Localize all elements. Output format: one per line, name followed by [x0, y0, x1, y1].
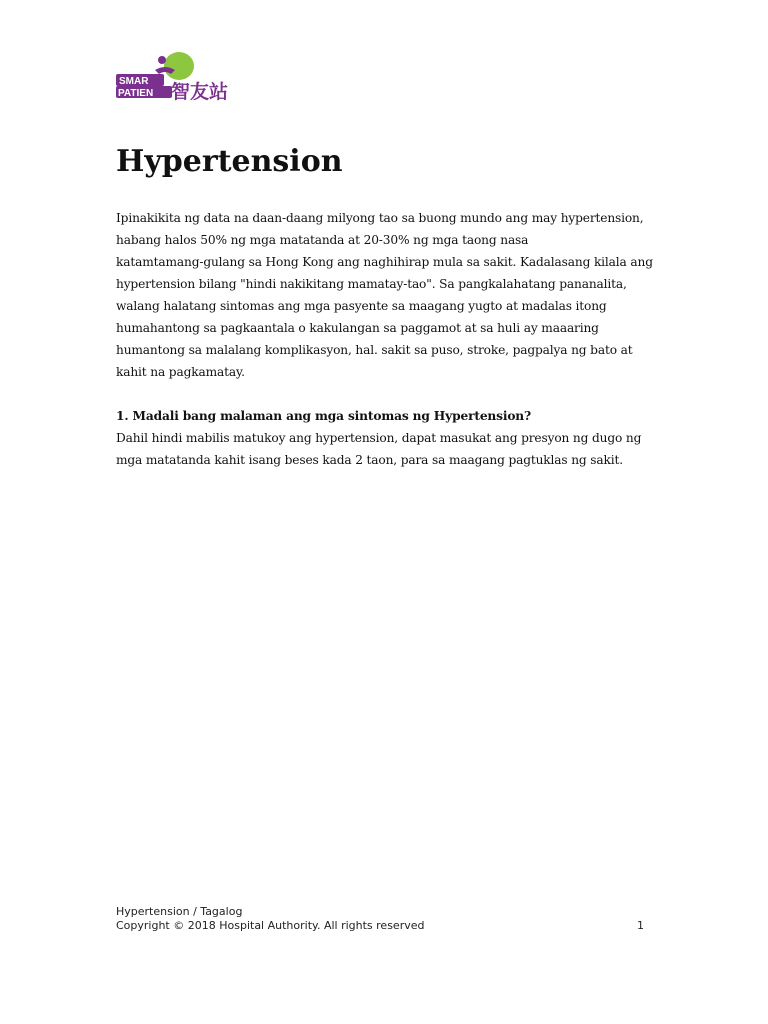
- answer-line: Dahil hindi mabilis matukoy ang hypertension, dapat masukat ang presyon ng dugo ng: [116, 431, 642, 445]
- answer-line: mga matatanda kahit isang beses kada 2 taon, para sa maagang pagtuklas ng sakit.: [116, 453, 623, 467]
- intro-line: Ipinakikita ng data na daan-daang milyong tao sa buong mundo ang may hypertension,: [116, 211, 644, 225]
- intro-line: humahantong sa pagkaantala o kakulangan sa paggamot at sa huli ay maaaring: [116, 321, 599, 335]
- footer-row: [116, 919, 644, 933]
- footer-doc-label: Hypertension / Tagalog: [116, 905, 243, 918]
- page-number: 1: [637, 919, 644, 932]
- question-heading: 1. Madali bang malaman ang mga sintomas ng Hypertension?: [116, 409, 532, 423]
- logo-graphic: [115, 48, 237, 104]
- logo-text-en-top: SMAR: [119, 76, 149, 87]
- logo-green-blob: [164, 52, 194, 80]
- intro-line: kahit na pagkamatay.: [116, 365, 245, 379]
- paragraph-spacer: [116, 383, 656, 405]
- logo-figure-head: [158, 56, 166, 64]
- intro-line: katamtamang-gulang sa Hong Kong ang naghihirap mula sa sakit. Kadalasang kilala ang: [116, 255, 653, 269]
- smart-patient-logo: [115, 48, 237, 104]
- intro-line: hypertension bilang "hindi nakikitang mamatay-tao". Sa pangkalahatang pananalita,: [116, 277, 627, 291]
- page-title: Hypertension: [116, 144, 343, 179]
- intro-line: walang halatang sintomas ang mga pasyente sa maagang yugto at madalas itong: [116, 299, 607, 313]
- page-footer: [116, 905, 644, 933]
- logo-text-zh: 智友站: [171, 81, 229, 103]
- logo-text-en-bottom: PATIEN: [118, 88, 154, 99]
- intro-line: habang halos 50% ng mga matatanda at 20-30% ng mga taong nasa: [116, 233, 529, 247]
- intro-line: humantong sa malalang komplikasyon, hal. sakit sa puso, stroke, pagpalya ng bato at: [116, 343, 633, 357]
- document-body: [116, 207, 656, 471]
- footer-copyright: Copyright © 2018 Hospital Authority. All rights reserved: [116, 919, 425, 932]
